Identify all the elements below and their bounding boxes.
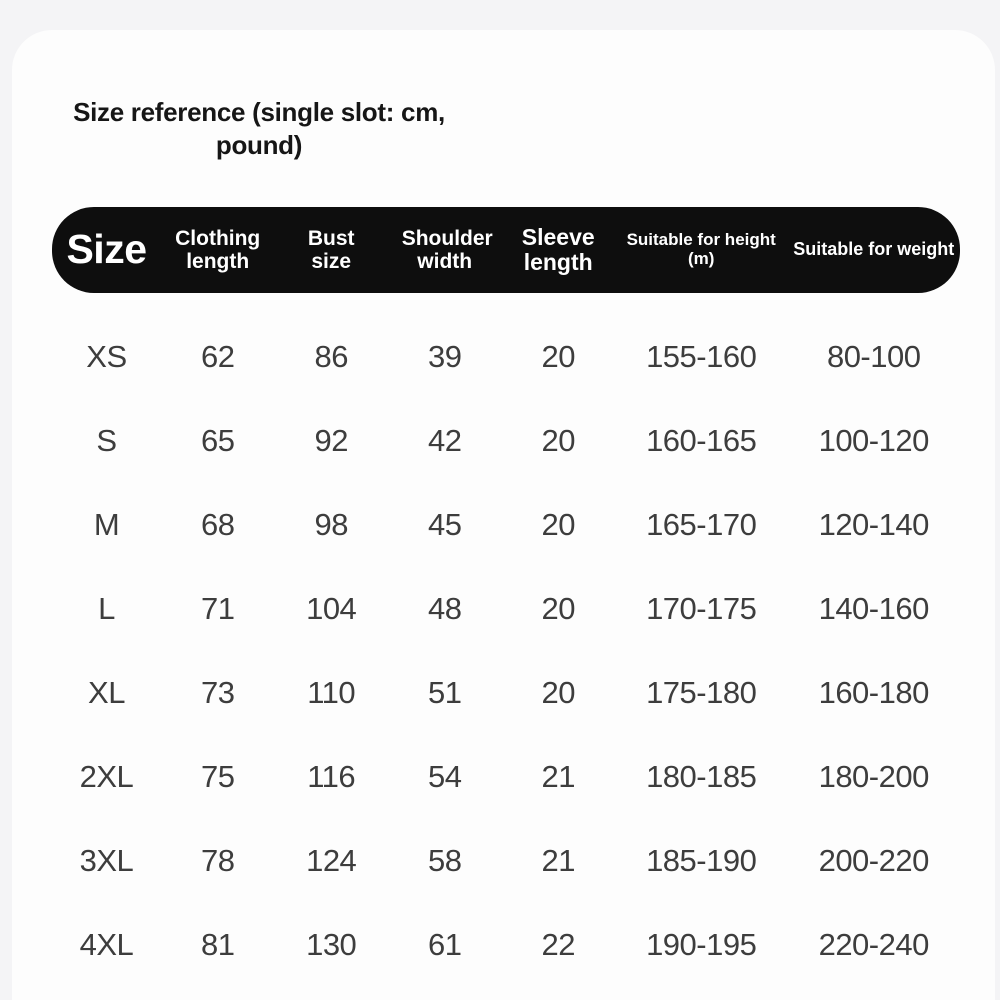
table-cell: 185-190: [646, 843, 757, 878]
table-cell: M: [93, 507, 120, 542]
table-cell: L: [98, 591, 115, 626]
table-cell: 73: [200, 675, 235, 710]
size-chart-card: [12, 30, 995, 1000]
table-cell: 116: [307, 759, 356, 794]
table-cell: 165-170: [646, 507, 757, 542]
table-cell: 3XL: [79, 843, 134, 878]
column-header-sleeve-length: Sleeve length: [521, 223, 595, 275]
table-cell: 180-200: [818, 759, 929, 794]
table-cell: 190-195: [646, 927, 757, 962]
page-title: Size reference (single slot: cm, pound): [73, 97, 445, 160]
table-cell: 160-165: [646, 423, 757, 458]
table-cell: 98: [314, 507, 348, 542]
column-header-bust-size: Bust size: [307, 226, 355, 273]
table-cell: 124: [306, 843, 357, 878]
table-cell: 68: [200, 507, 235, 542]
table-row-4xl: [52, 903, 960, 987]
table-cell: 92: [314, 423, 348, 458]
table-cell: 20: [541, 507, 575, 542]
table-row-s: [52, 399, 960, 483]
table-cell: 48: [427, 591, 462, 626]
column-header-clothing-length: Clothing length: [175, 226, 261, 273]
table-cell: 140-160: [818, 591, 929, 626]
table-cell: 120-140: [818, 507, 929, 542]
table-cell: 71: [200, 591, 235, 626]
table-cell: 20: [541, 423, 575, 458]
table-cell: 130: [306, 927, 357, 962]
table-cell: 42: [427, 423, 462, 458]
table-cell: 104: [306, 591, 357, 626]
table-cell: 155-160: [646, 339, 757, 374]
table-cell: 160-180: [818, 675, 929, 710]
table-cell: 20: [541, 591, 575, 626]
table-row-2xl: [52, 735, 960, 819]
table-cell: 45: [427, 507, 462, 542]
size-table-header: [52, 207, 960, 293]
table-cell: 4XL: [79, 927, 134, 962]
table-cell: XS: [86, 339, 127, 374]
table-cell: 81: [200, 927, 235, 962]
size-table: [52, 207, 960, 987]
table-cell: 75: [200, 759, 235, 794]
column-header-suitable-weight: Suitable for weight: [793, 239, 955, 260]
table-cell: 21: [541, 843, 575, 878]
table-cell: 54: [427, 759, 462, 794]
size-table-body: [52, 315, 960, 987]
column-header-size: Size: [66, 226, 147, 273]
table-row-m: [52, 483, 960, 567]
table-cell: XL: [88, 675, 125, 710]
table-cell: 65: [200, 423, 235, 458]
table-cell: 78: [200, 843, 235, 878]
table-cell: 20: [541, 675, 575, 710]
table-cell: 58: [427, 843, 462, 878]
table-row-xl: [52, 651, 960, 735]
table-cell: 175-180: [646, 675, 757, 710]
table-cell: 200-220: [818, 843, 929, 878]
table-row-l: [52, 567, 960, 651]
table-cell: 110: [307, 675, 356, 710]
table-row-3xl: [52, 819, 960, 903]
table-cell: 20: [541, 339, 575, 374]
table-cell: 170-175: [646, 591, 757, 626]
table-cell: 100-120: [818, 423, 929, 458]
table-cell: S: [96, 423, 117, 458]
table-cell: 61: [427, 927, 462, 962]
table-cell: 86: [314, 339, 348, 374]
table-cell: 21: [541, 759, 575, 794]
table-cell: 51: [427, 675, 462, 710]
table-cell: 22: [541, 927, 575, 962]
table-cell: 180-185: [646, 759, 757, 794]
table-cell: 39: [427, 339, 462, 374]
table-cell: 62: [200, 339, 235, 374]
column-header-suitable-height: Suitable for height (m): [626, 230, 776, 268]
table-cell: 2XL: [79, 759, 134, 794]
table-cell: 80-100: [826, 339, 921, 374]
table-cell: 220-240: [818, 927, 929, 962]
table-row-xs: [52, 315, 960, 399]
column-header-shoulder-width: Shoulder width: [401, 226, 493, 273]
